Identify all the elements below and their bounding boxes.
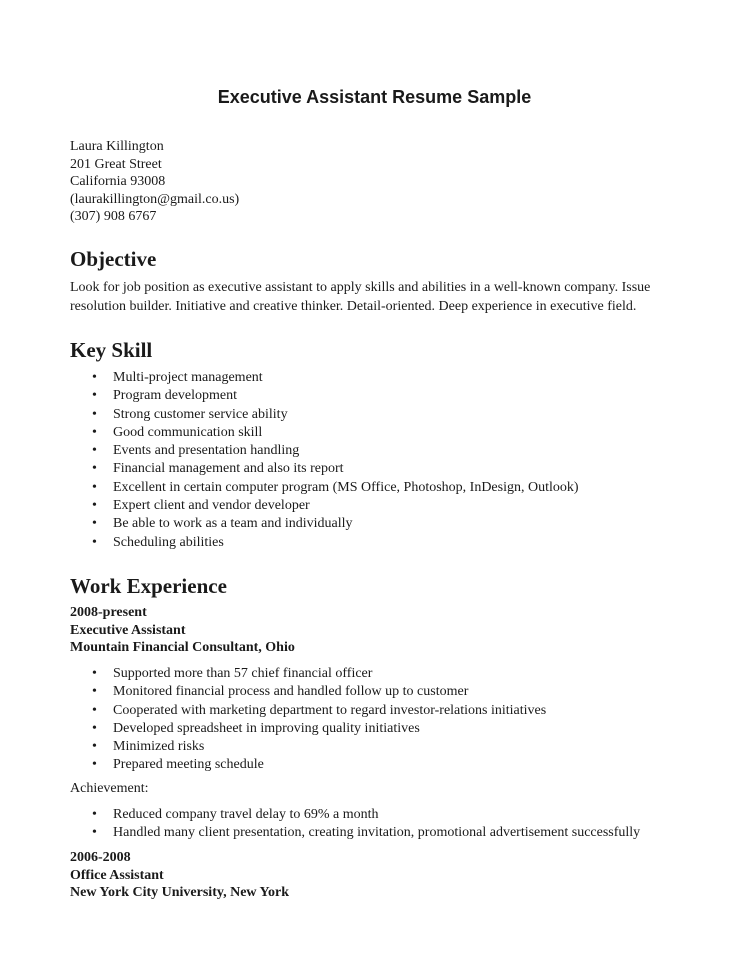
bullet-icon: • bbox=[92, 534, 97, 550]
bullet-icon: • bbox=[92, 757, 97, 773]
list-item: • Multi-project management bbox=[92, 369, 579, 387]
job-company: Mountain Financial Consultant, Ohio bbox=[70, 640, 295, 655]
bullet-icon: • bbox=[92, 424, 97, 440]
list-item: • Supported more than 57 chief financial officer bbox=[92, 665, 546, 683]
document-title: Executive Assistant Resume Sample bbox=[217, 87, 532, 107]
list-item: • Reduced company travel delay to 69% a month bbox=[92, 806, 640, 824]
list-item: • Be able to work as a team and individually bbox=[92, 515, 579, 533]
contact-phone: (307) 908 6767 bbox=[70, 209, 157, 224]
list-item: • Good communication skill bbox=[92, 424, 579, 442]
bullet-icon: • bbox=[92, 825, 97, 841]
achievement-label: Achievement: bbox=[70, 781, 149, 796]
list-item: • Scheduling abilities bbox=[92, 534, 579, 552]
list-item: • Prepared meeting schedule bbox=[92, 756, 546, 774]
list-item: • Cooperated with marketing department to regard investor-relations initiatives bbox=[92, 702, 546, 720]
bullet-icon: • bbox=[92, 406, 97, 422]
list-item: • Developed spreadsheet in improving quality initiatives bbox=[92, 720, 546, 738]
list-item: • Financial management and also its report bbox=[92, 460, 579, 478]
list-item: • Program development bbox=[92, 387, 579, 405]
bullet-icon: • bbox=[92, 388, 97, 404]
bullet-icon: • bbox=[92, 807, 97, 822]
job-entry-2 bbox=[70, 849, 289, 902]
work-experience-heading: Work Experience bbox=[70, 574, 227, 598]
job-position: Office Assistant bbox=[70, 867, 164, 883]
contact-street: 201 Great Street bbox=[70, 156, 162, 172]
key-skill-heading: Key Skill bbox=[70, 338, 153, 362]
list-item: • Minimized risks bbox=[92, 738, 546, 756]
bullet-icon: • bbox=[92, 739, 97, 755]
list-item: • Events and presentation handling bbox=[92, 442, 579, 460]
job-period: 2006-2008 bbox=[70, 850, 131, 865]
job-company: New York City University, New York bbox=[70, 885, 290, 900]
list-item: • Expert client and vendor developer bbox=[92, 497, 579, 515]
list-item: • Strong customer service ability bbox=[92, 406, 579, 424]
contact-city: California 93008 bbox=[70, 174, 166, 189]
list-item: • Monitored financial process and handled follow up to customer bbox=[92, 683, 546, 701]
bullet-icon: • bbox=[92, 666, 97, 681]
job-position: Executive Assistant bbox=[70, 622, 186, 638]
bullet-icon: • bbox=[92, 461, 97, 477]
job-period: 2008-present bbox=[70, 605, 147, 620]
contact-name: Laura Killington bbox=[70, 139, 164, 154]
objective-text: Look for job position as executive assistant to apply skills and abilities in a well-known company. Issue resolution builder. Initiative and creative thinker. Detail-oriented. Deep experience in executive field. bbox=[70, 280, 651, 314]
contact-block bbox=[70, 138, 239, 226]
job-1-achievements-list bbox=[92, 806, 640, 843]
job-1-duties-list bbox=[92, 665, 546, 775]
list-item: • Handled many client presentation, creating invitation, promotional advertisement successfully bbox=[92, 824, 640, 842]
key-skill-list bbox=[92, 369, 579, 552]
bullet-icon: • bbox=[92, 684, 97, 700]
objective-heading: Objective bbox=[70, 247, 157, 271]
bullet-icon: • bbox=[92, 479, 97, 495]
contact-email: (laurakillington@gmail.co.us) bbox=[70, 191, 240, 207]
bullet-icon: • bbox=[92, 516, 97, 532]
list-item: • Excellent in certain computer program (MS Office, Photoshop, InDesign, Outlook) bbox=[92, 479, 579, 497]
bullet-icon: • bbox=[92, 720, 97, 736]
job-entry-1 bbox=[70, 604, 295, 657]
bullet-icon: • bbox=[92, 702, 97, 718]
bullet-icon: • bbox=[92, 498, 97, 514]
bullet-icon: • bbox=[92, 370, 97, 385]
bullet-icon: • bbox=[92, 443, 97, 459]
